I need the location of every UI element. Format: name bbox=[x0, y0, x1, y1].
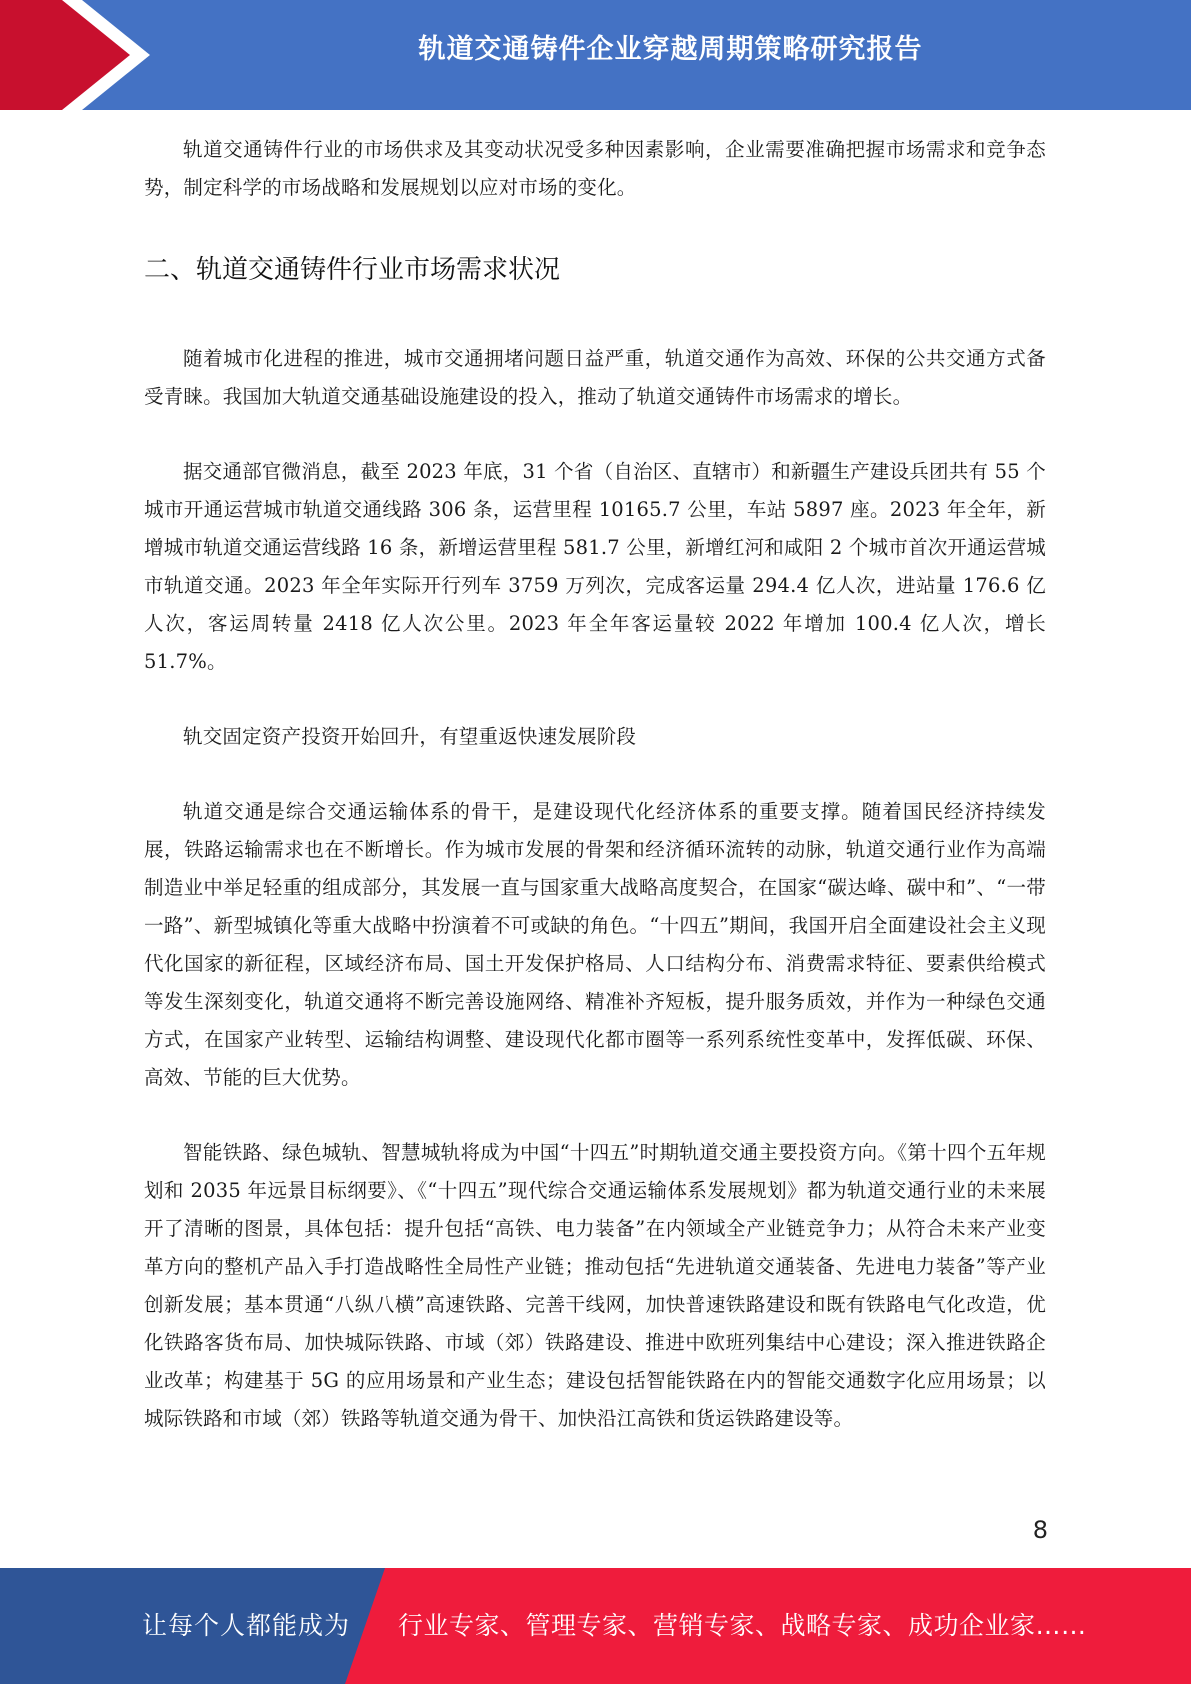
arrow-decoration-icon bbox=[0, 0, 150, 110]
section-heading: 二、轨道交通铸件行业市场需求状况 bbox=[144, 255, 561, 285]
header-banner bbox=[0, 0, 1191, 110]
body-paragraph: 随着城市化进程的推进，城市交通拥堵问题日益严重，轨道交通作为高效、环保的公共交通方式备受青睐。我国加大轨道交通基础设施建设的投入，推动了轨道交通铸件市场需求的增长。 bbox=[144, 347, 1046, 408]
body-paragraph: 智能铁路、绿色城轨、智慧城轨将成为中国“十四五”时期轨道交通主要投资方向。《第十四个五年规划和 2035 年远景目标纲要》、《“十四五”现代综合交通运输体系发展规划》都为轨道交通行业的未来展开了清晰的图景，具体包括：提升包括“高铁、电力装备”在内领域全产业链竞争力；从符合未来产业变革方向的整机产品入手打造战略性全局性产业链；推动包括“先进轨道交通装备、先进电力装备”等产业创新发展；基本贯通“八纵八横”高速铁路、完善干线网，加快普速铁路建设和既有铁路电气化改造，优化铁路客货布局、加快城际铁路、市域（郊）铁路建设、推进中欧班列集结中心建设；深入推进铁路企业改革；构建基于 5G 的应用场景和产业生态；建设包括智能铁路在内的智能交通数字化应用场景；以城际铁路和市域（郊）铁路等轨道交通为骨干、加快沿江高铁和货运铁路建设等。 bbox=[144, 1141, 1046, 1430]
report-title: 轨道交通铸件企业穿越周期策略研究报告 bbox=[418, 34, 923, 65]
page-number: 8 bbox=[1032, 1516, 1048, 1544]
footer-slogan-right: 行业专家、管理专家、营销专家、战略专家、成功企业家…… bbox=[398, 1611, 1087, 1640]
body-paragraph: 据交通部官微消息，截至 2023 年底，31 个省（自治区、直辖市）和新疆生产建设兵团共有 55 个城市开通运营城市轨道交通线路 306 条，运营里程 10165.7 公里，车站 5897 座。2023 年全年，新增城市轨道交通运营线路 16 条，新增运营里程 581.7 公里，新增红河和咸阳 2 个城市首次开通运营城市轨道交通。2023 年全年实际开行列车 3759 万列次，完成客运量 294.4 亿人次，进站量 176.6 亿人次，客运周转量 2418 亿人次公里。2023 年全年客运量较 2022 年增加 100.4 亿人次，增长 51.7%。 bbox=[144, 460, 1046, 673]
footer-banner bbox=[0, 1568, 1191, 1684]
body-paragraph: 轨道交通是综合交通运输体系的骨干，是建设现代化经济体系的重要支撑。随着国民经济持续发展，铁路运输需求也在不断增长。作为城市发展的骨架和经济循环流转的动脉，轨道交通行业作为高端制造业中举足轻重的组成部分，其发展一直与国家重大战略高度契合，在国家“碳达峰、碳中和”、“一带一路”、新型城镇化等重大战略中扮演着不可或缺的角色。“十四五”期间，我国开启全面建设社会主义现代化国家的新征程，区域经济布局、国土开发保护格局、人口结构分布、消费需求特征、要素供给模式等发生深刻变化，轨道交通将不断完善设施网络、精准补齐短板，提升服务质效，并作为一种绿色交通方式，在国家产业转型、运输结构调整、建设现代化都市圈等一系列系统性变革中，发挥低碳、环保、高效、节能的巨大优势。 bbox=[144, 800, 1046, 1089]
intro-paragraph: 轨道交通铸件行业的市场供求及其变动状况受多种因素影响，企业需要准确把握市场需求和竞争态势，制定科学的市场战略和发展规划以应对市场的变化。 bbox=[144, 138, 1046, 199]
body-paragraph: 轨交固定资产投资开始回升，有望重返快速发展阶段 bbox=[183, 725, 637, 748]
document-body bbox=[144, 131, 1046, 1438]
footer-slogan-left: 让每个人都能成为 bbox=[142, 1611, 351, 1640]
